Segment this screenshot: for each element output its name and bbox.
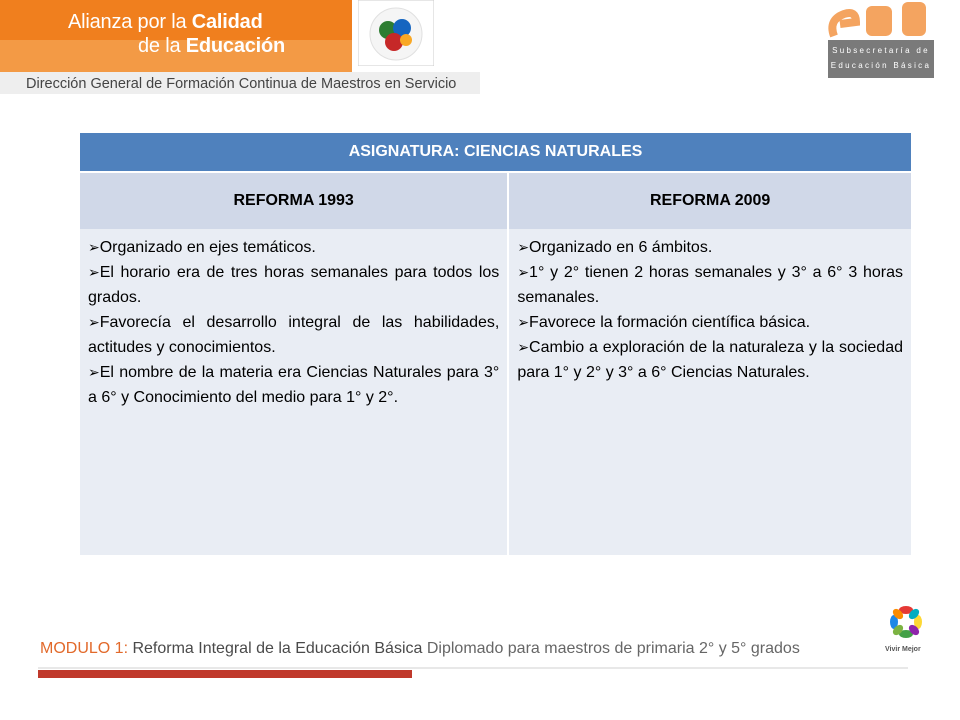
col1-body	[80, 229, 508, 555]
alianza-line1-bold: Calidad	[191, 11, 263, 33]
arrow-bullet-icon: ➢	[88, 314, 100, 330]
alianza-line2	[68, 34, 285, 58]
col2-header: REFORMA 2009	[508, 172, 911, 229]
list-item-text: Cambio a exploración de la naturaleza y la sociedad para 1° y 2° y 3° a 6° Ciencias Naturales.	[517, 339, 903, 381]
list-item	[517, 335, 903, 385]
arrow-bullet-icon: ➢	[88, 239, 100, 255]
footer-divider	[38, 667, 908, 669]
col2-body	[508, 229, 911, 555]
subsecretaria-badge	[828, 40, 934, 78]
footer-rieb: Reforma Integral de la Educación Básica	[132, 640, 423, 657]
list-item-text: Organizado en ejes temáticos.	[99, 239, 316, 256]
col1-list	[88, 235, 499, 410]
rieb-logo-icon	[358, 0, 434, 66]
arrow-bullet-icon: ➢	[88, 364, 100, 380]
subsecretaria-line2: Educación Básica	[830, 61, 932, 70]
alianza-line2-plain: de la	[138, 35, 186, 57]
footer-caption	[40, 640, 800, 658]
arrow-bullet-icon: ➢	[517, 314, 530, 330]
footer-modulo: MODULO 1	[40, 640, 124, 657]
list-item-text: Organizado en 6 ámbitos.	[529, 239, 713, 256]
alianza-line1-plain: Alianza por la	[68, 11, 192, 33]
header-subtitle: Dirección General de Formación Continua de Maestros en Servicio	[26, 76, 457, 92]
list-item	[88, 260, 499, 310]
comparison-table	[80, 133, 911, 555]
arrow-bullet-icon: ➢	[88, 264, 100, 280]
subsecretaria-line1: Subsecretaría de	[832, 46, 930, 55]
list-item-text: 1° y 2° tienen 2 horas semanales y 3° a 6° 3 horas semanales.	[517, 264, 903, 306]
arrow-bullet-icon: ➢	[517, 339, 530, 355]
list-item-text: Favorecía el desarrollo integral de las habilidades, actitudes y conocimientos.	[88, 314, 500, 356]
vivir-mejor-label: Vivir Mejor	[885, 646, 921, 653]
list-item	[88, 310, 499, 360]
list-item-text: El horario era de tres horas semanales para todos los grados.	[88, 264, 500, 306]
table-title: ASIGNATURA: CIENCIAS NATURALES	[80, 133, 911, 172]
alianza-title	[68, 10, 285, 58]
list-item	[517, 235, 903, 260]
list-item	[517, 260, 903, 310]
col2-list	[517, 235, 903, 385]
arrow-bullet-icon: ➢	[517, 264, 530, 280]
col1-header: REFORMA 1993	[80, 172, 508, 229]
list-item	[88, 235, 499, 260]
arrow-bullet-icon: ➢	[517, 239, 530, 255]
list-item-text: Favorece la formación científica básica.	[529, 314, 811, 331]
seb-logo-icon	[826, 0, 934, 40]
list-item	[88, 360, 499, 410]
footer-diplomado: Diplomado para maestros de primaria 2° y 5° grados	[422, 640, 800, 657]
vivir-mejor-logo-icon	[884, 600, 928, 646]
alianza-line2-bold: Educación	[185, 35, 286, 57]
footer-accent-bar	[38, 670, 412, 678]
list-item	[517, 310, 903, 335]
list-item-text: El nombre de la materia era Ciencias Naturales para 3° a 6° y Conocimiento del medio para 1° y 2°.	[88, 364, 500, 406]
footer-separator: :	[123, 640, 133, 657]
